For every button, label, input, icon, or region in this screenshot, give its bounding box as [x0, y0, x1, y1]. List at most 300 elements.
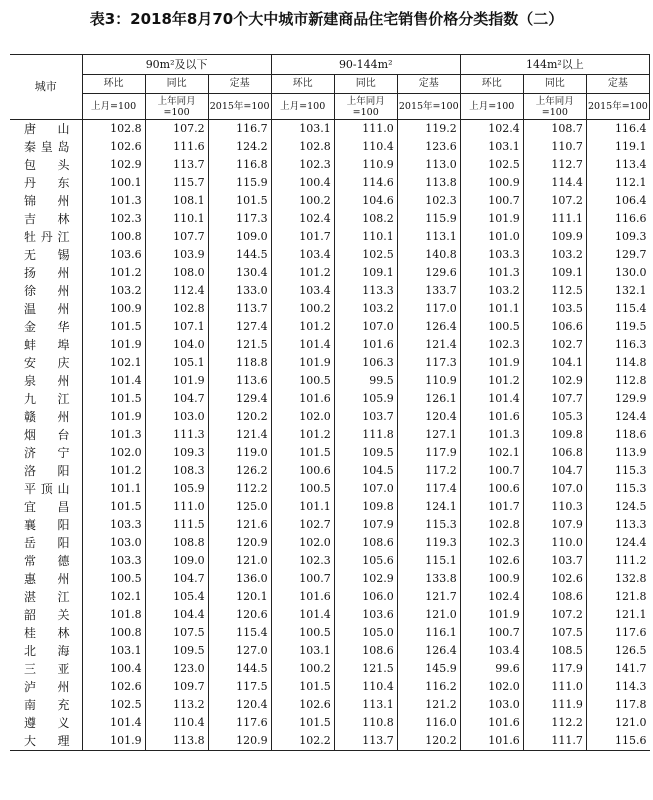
value-cell: 109.9	[523, 228, 586, 246]
value-cell: 108.7	[523, 120, 586, 139]
value-cell: 117.8	[586, 696, 649, 714]
value-cell: 111.8	[334, 426, 397, 444]
value-cell: 100.2	[271, 300, 334, 318]
city-cell: 惠州	[24, 572, 70, 586]
value-cell: 103.6	[82, 246, 145, 264]
value-cell: 101.2	[82, 462, 145, 480]
value-cell: 100.7	[460, 624, 523, 642]
value-cell: 127.1	[397, 426, 460, 444]
value-cell: 110.1	[334, 228, 397, 246]
table-row	[10, 120, 650, 139]
value-cell: 117.9	[397, 444, 460, 462]
value-cell: 130.0	[586, 264, 649, 282]
value-cell: 104.7	[145, 390, 208, 408]
value-cell: 136.0	[208, 570, 271, 588]
base-header-0: 上月=100	[460, 94, 523, 120]
city-cell: 赣州	[24, 410, 70, 424]
value-cell: 144.5	[208, 246, 271, 264]
value-cell: 101.6	[460, 732, 523, 751]
table-row	[10, 138, 650, 156]
value-cell: 112.2	[523, 714, 586, 732]
value-cell: 116.0	[397, 714, 460, 732]
value-cell: 103.4	[460, 642, 523, 660]
value-cell: 101.6	[460, 714, 523, 732]
base-header-0: 上月=100	[271, 94, 334, 120]
value-cell: 111.0	[145, 498, 208, 516]
value-cell: 102.6	[523, 570, 586, 588]
value-cell: 99.5	[334, 372, 397, 390]
value-cell: 107.0	[523, 480, 586, 498]
value-cell: 120.4	[208, 696, 271, 714]
value-cell: 101.8	[82, 606, 145, 624]
value-cell: 101.0	[460, 228, 523, 246]
city-cell: 桂林	[24, 626, 70, 640]
value-cell: 108.6	[334, 642, 397, 660]
city-cell: 丹东	[24, 176, 70, 190]
value-cell: 116.7	[208, 120, 271, 139]
value-cell: 102.3	[397, 192, 460, 210]
value-cell: 101.5	[271, 714, 334, 732]
value-cell: 115.7	[145, 174, 208, 192]
value-cell: 103.3	[82, 552, 145, 570]
value-cell: 133.8	[397, 570, 460, 588]
value-cell: 112.5	[523, 282, 586, 300]
value-cell: 101.5	[82, 498, 145, 516]
value-cell: 102.6	[82, 138, 145, 156]
value-cell: 102.6	[271, 696, 334, 714]
value-cell: 109.0	[145, 552, 208, 570]
value-cell: 124.4	[586, 534, 649, 552]
value-cell: 113.2	[145, 696, 208, 714]
value-cell: 103.3	[460, 246, 523, 264]
table-row	[10, 570, 650, 588]
value-cell: 107.0	[334, 318, 397, 336]
value-cell: 103.1	[460, 138, 523, 156]
value-cell: 107.5	[523, 624, 586, 642]
value-cell: 109.5	[145, 642, 208, 660]
value-cell: 117.6	[208, 714, 271, 732]
value-cell: 101.2	[271, 318, 334, 336]
value-cell: 101.5	[271, 678, 334, 696]
value-cell: 100.8	[82, 624, 145, 642]
value-cell: 112.1	[586, 174, 649, 192]
value-cell: 102.0	[460, 678, 523, 696]
value-cell: 110.4	[334, 138, 397, 156]
value-cell: 132.1	[586, 282, 649, 300]
value-cell: 110.4	[145, 714, 208, 732]
value-cell: 102.2	[271, 732, 334, 751]
page-title: 表3：2018年8月70个大中城市新建商品住宅销售价格分类指数（二）	[89, 10, 564, 28]
value-cell: 111.1	[523, 210, 586, 228]
value-cell: 123.0	[145, 660, 208, 678]
value-cell: 111.7	[523, 732, 586, 751]
city-cell: 大理	[10, 732, 82, 751]
value-cell: 103.1	[271, 642, 334, 660]
value-cell: 117.5	[208, 678, 271, 696]
value-cell: 103.2	[334, 300, 397, 318]
table-row	[10, 642, 650, 660]
value-cell: 104.4	[145, 606, 208, 624]
value-cell: 100.2	[271, 660, 334, 678]
value-cell: 121.5	[208, 336, 271, 354]
value-cell: 126.2	[208, 462, 271, 480]
value-cell: 119.0	[208, 444, 271, 462]
value-cell: 117.3	[208, 210, 271, 228]
value-cell: 121.5	[334, 660, 397, 678]
subheader-1: 同比	[334, 75, 397, 94]
value-cell: 101.5	[271, 444, 334, 462]
value-cell: 103.9	[145, 246, 208, 264]
value-cell: 101.4	[271, 336, 334, 354]
value-cell: 116.1	[397, 624, 460, 642]
value-cell: 101.4	[460, 390, 523, 408]
value-cell: 117.0	[397, 300, 460, 318]
value-cell: 120.9	[208, 534, 271, 552]
value-cell: 101.3	[460, 264, 523, 282]
value-cell: 101.6	[334, 336, 397, 354]
city-cell: 烟台	[24, 428, 70, 442]
value-cell: 107.1	[145, 318, 208, 336]
value-cell: 112.8	[586, 372, 649, 390]
value-cell: 108.8	[145, 534, 208, 552]
value-cell: 133.0	[208, 282, 271, 300]
value-cell: 102.4	[460, 588, 523, 606]
value-cell: 121.1	[586, 606, 649, 624]
value-cell: 107.2	[523, 192, 586, 210]
value-cell: 101.2	[271, 264, 334, 282]
price-index-table	[10, 54, 650, 751]
city-header: 城市	[10, 55, 82, 120]
value-cell: 102.3	[82, 210, 145, 228]
value-cell: 105.6	[334, 552, 397, 570]
value-cell: 101.6	[460, 408, 523, 426]
value-cell: 102.4	[271, 210, 334, 228]
value-cell: 121.4	[208, 426, 271, 444]
subheader-2: 定基	[397, 75, 460, 94]
value-cell: 113.3	[334, 282, 397, 300]
value-cell: 105.9	[145, 480, 208, 498]
value-cell: 113.1	[334, 696, 397, 714]
value-cell: 101.1	[82, 480, 145, 498]
value-cell: 103.6	[334, 606, 397, 624]
value-cell: 107.7	[145, 228, 208, 246]
value-cell: 102.5	[334, 246, 397, 264]
value-cell: 100.1	[82, 174, 145, 192]
value-cell: 121.6	[208, 516, 271, 534]
value-cell: 102.8	[460, 516, 523, 534]
value-cell: 104.7	[523, 462, 586, 480]
value-cell: 121.0	[208, 552, 271, 570]
value-cell: 111.3	[145, 426, 208, 444]
table-row	[10, 480, 650, 498]
value-cell: 102.9	[334, 570, 397, 588]
value-cell: 102.8	[82, 120, 145, 139]
value-cell: 109.7	[145, 678, 208, 696]
value-cell: 101.9	[82, 732, 145, 751]
value-cell: 129.4	[208, 390, 271, 408]
table-row	[10, 372, 650, 390]
value-cell: 129.7	[586, 246, 649, 264]
value-cell: 108.3	[145, 462, 208, 480]
value-cell: 132.8	[586, 570, 649, 588]
value-cell: 100.7	[460, 192, 523, 210]
table-row	[10, 462, 650, 480]
value-cell: 109.3	[586, 228, 649, 246]
city-cell: 九江	[24, 392, 70, 406]
value-cell: 100.6	[460, 480, 523, 498]
table-row	[10, 624, 650, 642]
value-cell: 101.9	[82, 336, 145, 354]
table-row	[10, 714, 650, 732]
value-cell: 103.0	[82, 534, 145, 552]
value-cell: 107.9	[334, 516, 397, 534]
group-header-large: 144m²以上	[460, 55, 649, 75]
value-cell: 101.9	[82, 408, 145, 426]
city-cell: 锦州	[24, 194, 70, 208]
table-row	[10, 534, 650, 552]
value-cell: 105.3	[523, 408, 586, 426]
value-cell: 110.4	[334, 678, 397, 696]
value-cell: 119.3	[397, 534, 460, 552]
value-cell: 117.2	[397, 462, 460, 480]
base-header-2: 2015年=100	[586, 94, 649, 120]
value-cell: 133.7	[397, 282, 460, 300]
value-cell: 109.1	[523, 264, 586, 282]
city-cell: 温州	[24, 302, 70, 316]
value-cell: 106.8	[523, 444, 586, 462]
value-cell: 113.4	[586, 156, 649, 174]
value-cell: 99.6	[460, 660, 523, 678]
city-cell: 安庆	[24, 356, 70, 370]
value-cell: 103.5	[523, 300, 586, 318]
value-cell: 121.8	[586, 588, 649, 606]
value-cell: 102.5	[460, 156, 523, 174]
base-header-1: 上年同月=100	[523, 94, 586, 120]
value-cell: 118.6	[586, 426, 649, 444]
value-cell: 111.2	[586, 552, 649, 570]
value-cell: 108.6	[523, 588, 586, 606]
value-cell: 101.4	[271, 606, 334, 624]
value-cell: 113.7	[334, 732, 397, 751]
value-cell: 100.5	[82, 570, 145, 588]
value-cell: 121.2	[397, 696, 460, 714]
value-cell: 145.9	[397, 660, 460, 678]
value-cell: 115.9	[208, 174, 271, 192]
value-cell: 126.4	[397, 642, 460, 660]
value-cell: 102.7	[523, 336, 586, 354]
value-cell: 116.6	[586, 210, 649, 228]
table-row	[10, 678, 650, 696]
value-cell: 101.4	[82, 372, 145, 390]
table-row	[10, 588, 650, 606]
value-cell: 113.3	[586, 516, 649, 534]
value-cell: 115.9	[397, 210, 460, 228]
value-cell: 105.4	[145, 588, 208, 606]
value-cell: 112.7	[523, 156, 586, 174]
base-header-2: 2015年=100	[208, 94, 271, 120]
value-cell: 126.5	[586, 642, 649, 660]
table-row	[10, 552, 650, 570]
value-cell: 101.3	[460, 426, 523, 444]
value-cell: 115.3	[397, 516, 460, 534]
value-cell: 109.5	[334, 444, 397, 462]
value-cell: 104.7	[145, 570, 208, 588]
value-cell: 105.9	[334, 390, 397, 408]
subheader-1: 同比	[145, 75, 208, 94]
value-cell: 111.0	[334, 120, 397, 139]
table-row	[10, 192, 650, 210]
city-cell: 包头	[24, 158, 70, 172]
value-cell: 127.4	[208, 318, 271, 336]
value-cell: 100.5	[271, 480, 334, 498]
table-row	[10, 408, 650, 426]
value-cell: 105.0	[334, 624, 397, 642]
value-cell: 103.7	[334, 408, 397, 426]
table-row	[10, 732, 650, 751]
value-cell: 102.1	[82, 354, 145, 372]
value-cell: 102.6	[460, 552, 523, 570]
value-cell: 100.4	[271, 174, 334, 192]
value-cell: 111.9	[523, 696, 586, 714]
base-header-2: 2015年=100	[397, 94, 460, 120]
value-cell: 112.4	[145, 282, 208, 300]
value-cell: 100.5	[460, 318, 523, 336]
table-row	[10, 282, 650, 300]
group-header-small: 90m²及以下	[82, 55, 271, 75]
value-cell: 104.1	[523, 354, 586, 372]
subheader-0: 环比	[460, 75, 523, 94]
value-cell: 124.1	[397, 498, 460, 516]
value-cell: 140.8	[397, 246, 460, 264]
city-cell: 襄阳	[24, 518, 70, 532]
value-cell: 119.5	[586, 318, 649, 336]
city-cell: 北海	[24, 644, 70, 658]
value-cell: 103.1	[82, 642, 145, 660]
value-cell: 102.7	[271, 516, 334, 534]
value-cell: 103.0	[145, 408, 208, 426]
value-cell: 104.0	[145, 336, 208, 354]
value-cell: 114.8	[586, 354, 649, 372]
value-cell: 106.4	[586, 192, 649, 210]
value-cell: 126.1	[397, 390, 460, 408]
value-cell: 111.5	[145, 516, 208, 534]
value-cell: 102.8	[271, 138, 334, 156]
value-cell: 120.6	[208, 606, 271, 624]
value-cell: 108.1	[145, 192, 208, 210]
subheader-2: 定基	[208, 75, 271, 94]
city-cell: 蚌埠	[24, 338, 70, 352]
value-cell: 102.0	[82, 444, 145, 462]
value-cell: 100.4	[82, 660, 145, 678]
value-cell: 110.7	[523, 138, 586, 156]
table-row	[10, 228, 650, 246]
value-cell: 125.0	[208, 498, 271, 516]
city-cell: 秦皇岛	[24, 140, 70, 154]
subheader-1: 同比	[523, 75, 586, 94]
value-cell: 110.9	[334, 156, 397, 174]
value-cell: 117.9	[523, 660, 586, 678]
value-cell: 101.7	[271, 228, 334, 246]
value-cell: 114.3	[586, 678, 649, 696]
group-header-medium: 90-144m²	[271, 55, 460, 75]
value-cell: 120.2	[208, 408, 271, 426]
value-cell: 103.2	[460, 282, 523, 300]
value-cell: 101.4	[82, 714, 145, 732]
table-row	[10, 498, 650, 516]
value-cell: 101.7	[460, 498, 523, 516]
value-cell: 126.4	[397, 318, 460, 336]
value-cell: 102.0	[271, 534, 334, 552]
table-row	[10, 354, 650, 372]
value-cell: 113.0	[397, 156, 460, 174]
city-cell: 常德	[24, 554, 70, 568]
value-cell: 110.3	[523, 498, 586, 516]
value-cell: 121.4	[397, 336, 460, 354]
value-cell: 141.7	[586, 660, 649, 678]
value-cell: 101.9	[271, 354, 334, 372]
value-cell: 109.8	[523, 426, 586, 444]
value-cell: 110.9	[397, 372, 460, 390]
value-cell: 101.2	[82, 264, 145, 282]
value-cell: 101.9	[460, 606, 523, 624]
value-cell: 115.1	[397, 552, 460, 570]
table-row	[10, 318, 650, 336]
value-cell: 116.2	[397, 678, 460, 696]
value-cell: 115.3	[586, 462, 649, 480]
value-cell: 101.2	[460, 372, 523, 390]
value-cell: 109.0	[208, 228, 271, 246]
city-cell: 岳阳	[24, 536, 70, 550]
value-cell: 101.5	[82, 390, 145, 408]
value-cell: 110.1	[145, 210, 208, 228]
city-cell: 三亚	[24, 662, 70, 676]
city-cell: 吉林	[24, 212, 70, 226]
table-row	[10, 264, 650, 282]
value-cell: 107.0	[334, 480, 397, 498]
value-cell: 102.1	[460, 444, 523, 462]
value-cell: 115.6	[586, 732, 649, 751]
city-cell: 湛江	[24, 590, 70, 604]
table-row	[10, 660, 650, 678]
city-cell: 无锡	[24, 248, 70, 262]
value-cell: 109.8	[334, 498, 397, 516]
value-cell: 102.8	[145, 300, 208, 318]
value-cell: 100.7	[271, 570, 334, 588]
value-cell: 130.4	[208, 264, 271, 282]
table-row	[10, 210, 650, 228]
value-cell: 103.2	[523, 246, 586, 264]
value-cell: 101.6	[271, 390, 334, 408]
value-cell: 103.3	[82, 516, 145, 534]
value-cell: 106.3	[334, 354, 397, 372]
value-cell: 102.3	[460, 336, 523, 354]
subheader-0: 环比	[82, 75, 145, 94]
value-cell: 103.4	[271, 246, 334, 264]
value-cell: 103.7	[523, 552, 586, 570]
value-cell: 101.2	[271, 426, 334, 444]
value-cell: 124.4	[586, 408, 649, 426]
value-cell: 108.6	[334, 534, 397, 552]
value-cell: 110.0	[523, 534, 586, 552]
table-row	[10, 444, 650, 462]
table-row	[10, 336, 650, 354]
city-cell: 扬州	[24, 266, 70, 280]
value-cell: 107.7	[523, 390, 586, 408]
value-cell: 114.6	[334, 174, 397, 192]
value-cell: 107.2	[145, 120, 208, 139]
value-cell: 120.4	[397, 408, 460, 426]
value-cell: 109.1	[334, 264, 397, 282]
